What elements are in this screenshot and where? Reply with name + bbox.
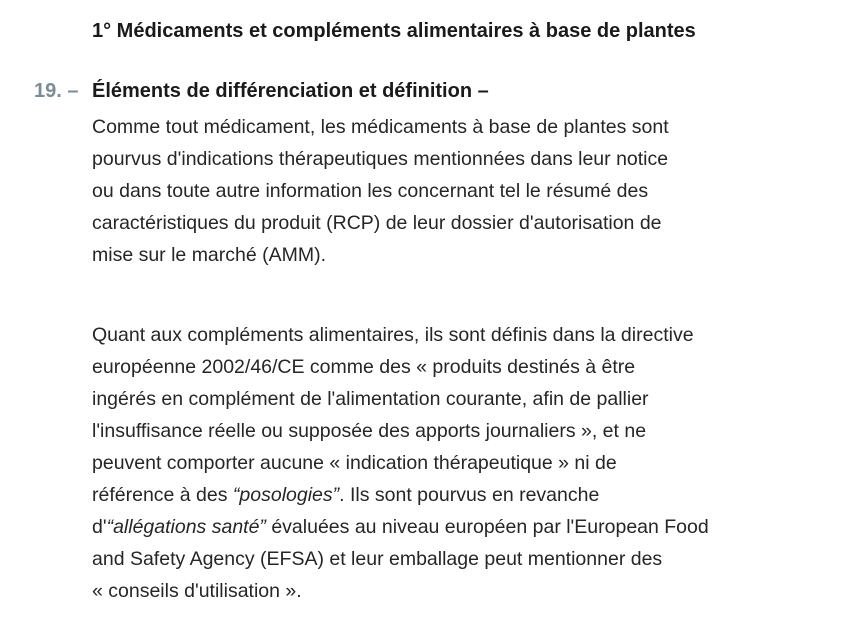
italic-term-posologies: “posologies” xyxy=(232,484,340,506)
text-line: caractéristiques du produit (RCP) de leur dossier d'autorisation de xyxy=(92,212,662,234)
text-line: européenne 2002/46/CE comme des « produits destinés à être xyxy=(92,356,636,378)
text-line: peuvent comporter aucune « indication thérapeutique » ni de xyxy=(92,452,617,474)
text-line xyxy=(92,511,832,543)
paragraph-title: Éléments de différenciation et définition – xyxy=(92,80,489,102)
paragraph-number: 19. – xyxy=(34,80,79,102)
text-segment: d' xyxy=(92,516,107,538)
text-segment: évaluées au niveau européen par l'European Food xyxy=(265,516,709,538)
paragraph-body-1 xyxy=(92,111,832,271)
text-line: ingérés en complément de l'alimentation courante, afin de pallier xyxy=(92,388,649,410)
italic-term-allegations-sante: “allégations santé” xyxy=(106,516,266,538)
text-line: Comme tout médicament, les médicaments à base de plantes sont xyxy=(92,116,669,138)
text-segment: . Ils sont pourvus en revanche xyxy=(339,484,600,506)
text-segment: référence à des xyxy=(92,484,233,506)
text-line: and Safety Agency (EFSA) et leur emballage peut mentionner des xyxy=(92,548,663,570)
text-line: ou dans toute autre information les concernant tel le résumé des xyxy=(92,180,649,202)
text-line: pourvus d'indications thérapeutiques mentionnées dans leur notice xyxy=(92,148,669,170)
text-line: Quant aux compléments alimentaires, ils sont définis dans la directive xyxy=(92,324,694,346)
section-heading: 1° Médicaments et compléments alimentaires à base de plantes xyxy=(92,20,696,42)
text-line xyxy=(92,479,832,511)
paragraph-body-2 xyxy=(92,319,832,607)
text-line: l'insuffisance réelle ou supposée des apports journaliers », et ne xyxy=(92,420,647,442)
text-line: « conseils d'utilisation ». xyxy=(92,580,302,602)
text-line: mise sur le marché (AMM). xyxy=(92,244,327,266)
